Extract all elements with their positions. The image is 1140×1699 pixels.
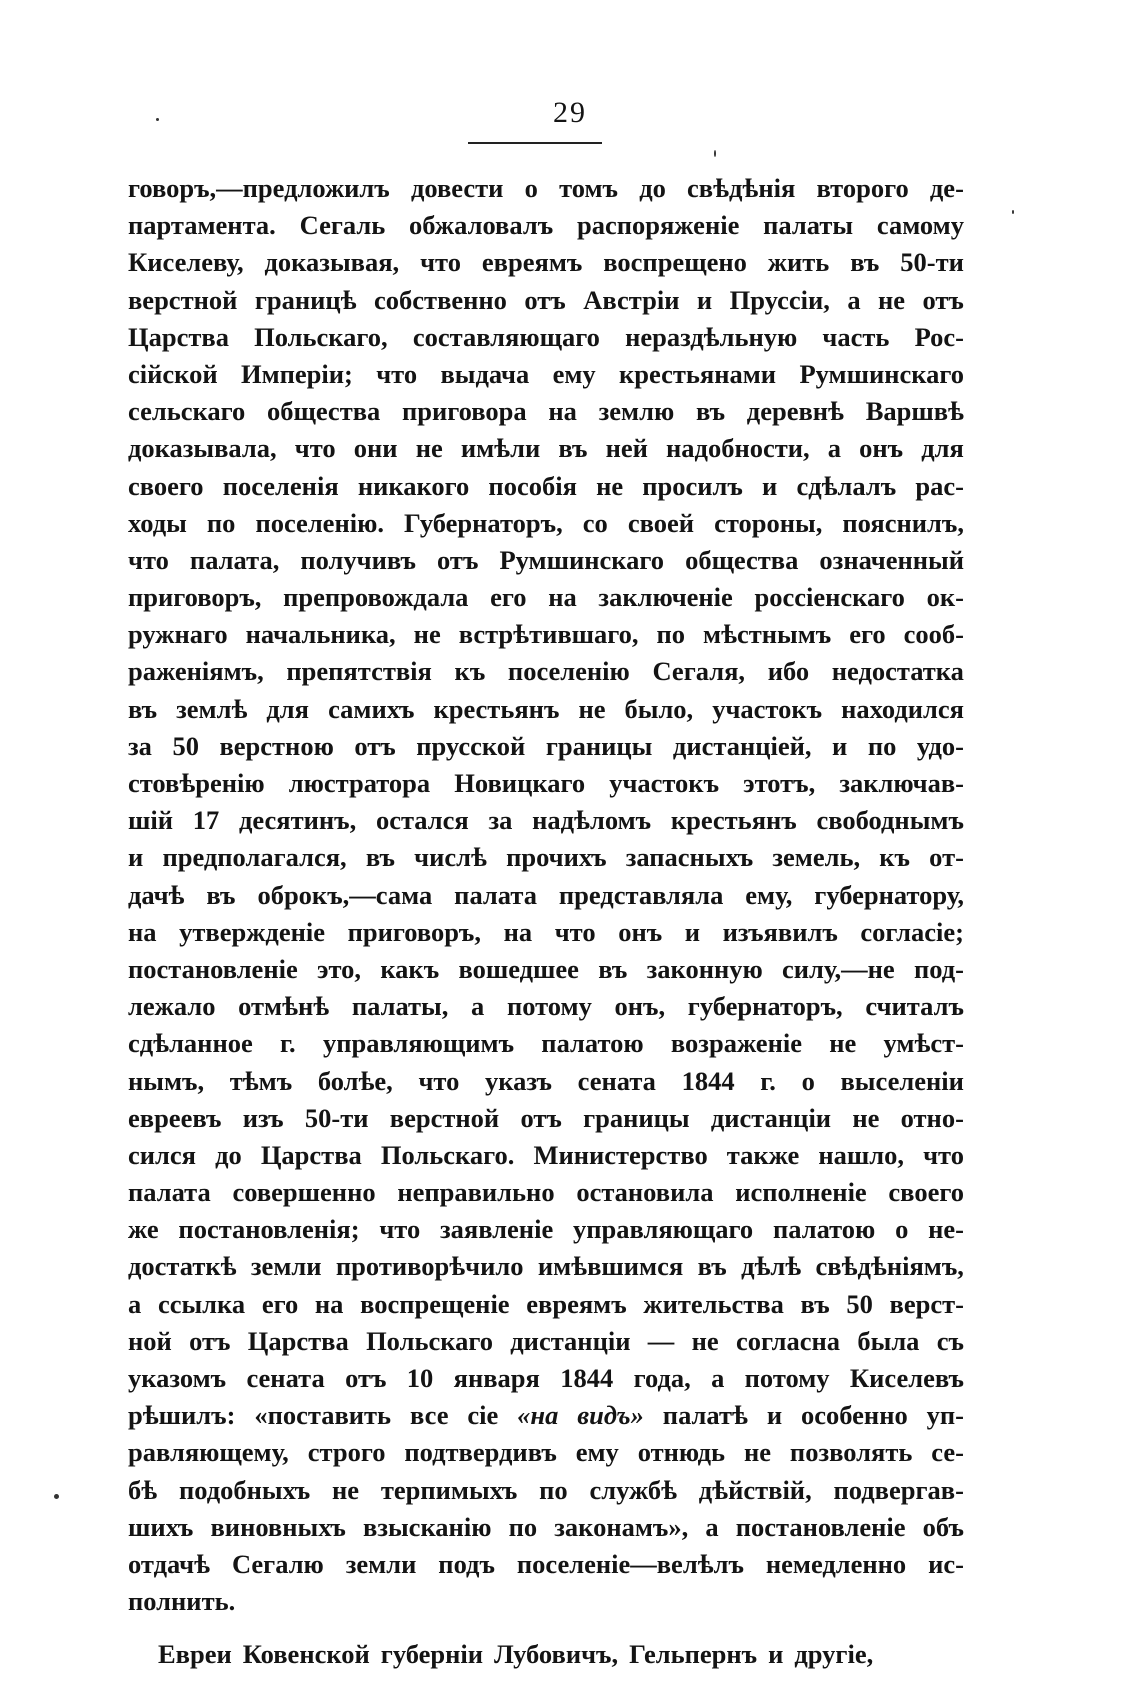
text-line: дачѣ въ оброкъ,—сама палата представляла ему, губернатору, bbox=[128, 879, 964, 910]
text-line: и предполагался, въ числѣ прочихъ запасныхъ земель, къ от- bbox=[128, 842, 964, 873]
text-line: шій 17 десятинъ, остался за надѣломъ крестьянъ свободнымъ bbox=[128, 805, 964, 836]
text-line: сдѣланное г. управляющимъ палатою возраженіе не умѣст- bbox=[128, 1028, 964, 1059]
text-line: ходы по поселенію. Губернаторъ, со своей стороны, пояснилъ, bbox=[128, 507, 964, 538]
text-line: полнить. bbox=[128, 1586, 236, 1617]
text-line: лежало отмѣнѣ палаты, а потому онъ, губернаторъ, считалъ bbox=[128, 991, 964, 1022]
body-text bbox=[128, 170, 964, 1674]
text-line: же постановленія; что заявленіе управляющаго палатою о не- bbox=[128, 1214, 964, 1245]
text-line: а ссылка его на воспрещеніе евреямъ жительства въ 50 верст- bbox=[128, 1288, 964, 1319]
text-line: указомъ сената отъ 10 января 1844 года, а потому Киселевъ bbox=[128, 1363, 964, 1393]
text-line: ружнаго начальника, не встрѣтившаго, по мѣстнымъ его сооб- bbox=[128, 619, 964, 650]
text-line: евреевъ изъ 50-ти верстной отъ границы дистанціи не отно- bbox=[128, 1102, 964, 1133]
header-rule bbox=[468, 142, 602, 144]
text-line: шихъ виновныхъ взысканію по законамъ», а постановленіе объ bbox=[128, 1511, 964, 1542]
paragraph-gap bbox=[128, 1620, 964, 1636]
scan-speck bbox=[714, 150, 716, 157]
text-line: говоръ,—предложилъ довести о томъ до свѣдѣнія второго де- bbox=[128, 173, 964, 203]
text-line: ной отъ Царства Польскаго дистанціи — не согласна была съ bbox=[128, 1325, 964, 1356]
text-line: сійской Имперіи; что выдача ему крестьянами Румшинскаго bbox=[128, 358, 964, 389]
scan-speck bbox=[1012, 210, 1014, 214]
text-line: Евреи Ковенской губерніи Лубовичъ, Гельпернъ и другіе, bbox=[158, 1639, 874, 1670]
text-line: рѣшилъ: «поставить все сіе «на видъ» палатѣ и особенно уп- bbox=[128, 1400, 964, 1431]
text-line: за 50 верстною отъ прусской границы дистанціей, и по удо- bbox=[128, 730, 964, 761]
text-line: приговоръ, препровождала его на заключеніе россіенскаго ок- bbox=[128, 582, 964, 613]
text-line: своего поселенія никакого пособія не просилъ и сдѣлалъ рас- bbox=[128, 470, 964, 501]
text-line: что палата, получивъ отъ Румшинскаго общества означенный bbox=[128, 544, 964, 575]
text-line: стовѣренію люстратора Новицкаго участокъ этотъ, заключав- bbox=[128, 768, 964, 798]
scan-speck bbox=[156, 118, 159, 121]
text-line: нымъ, тѣмъ болѣе, что указъ сената 1844 г. о выселеніи bbox=[128, 1065, 964, 1096]
text-line: палата совершенно неправильно остановила исполненіе своего bbox=[128, 1177, 964, 1208]
text-line: верстной границѣ собственно отъ Австріи и Пруссіи, а не отъ bbox=[128, 284, 964, 315]
text-line: раженіямъ, препятствія къ поселенію Сегаля, ибо недостатка bbox=[128, 656, 964, 687]
text-line: партамента. Сегаль обжаловалъ распоряженіе палаты самому bbox=[128, 210, 964, 241]
text-line: постановленіе это, какъ вошедшее въ законную силу,—не под- bbox=[128, 953, 964, 984]
text-line: достаткѣ земли противорѣчило имѣвшимся въ дѣлѣ свѣдѣніямъ, bbox=[128, 1251, 964, 1282]
text-line: Киселеву, доказывая, что евреямъ воспрещено жить въ 50-ти bbox=[128, 247, 964, 278]
text-line: сился до Царства Польскаго. Министерство также нашло, что bbox=[128, 1139, 964, 1170]
text-line: на утвержденіе приговоръ, на что онъ и изъявилъ согласіе; bbox=[128, 916, 964, 947]
text-line: въ землѣ для самихъ крестьянъ не было, участокъ находился bbox=[128, 693, 964, 724]
text-line: доказывала, что они не имѣли въ ней надобности, а онъ для bbox=[128, 433, 964, 464]
text-line: отдачѣ Сегалю земли подъ поселеніе—велѣлъ немедленно ис- bbox=[128, 1548, 964, 1579]
page-number: 29 bbox=[553, 96, 587, 129]
text-line: Царства Польскаго, составляющаго нераздѣльную часть Рос- bbox=[128, 321, 964, 352]
text-line: сельскаго общества приговора на землю въ деревнѣ Варшвѣ bbox=[128, 396, 964, 427]
text-line: равляющему, строго подтвердивъ ему отнюдь не позволять се- bbox=[128, 1437, 964, 1468]
text-line: бѣ подобныхъ не терпимыхъ по службѣ дѣйствій, подвергав- bbox=[128, 1474, 964, 1505]
scan-speck bbox=[54, 1494, 59, 1499]
